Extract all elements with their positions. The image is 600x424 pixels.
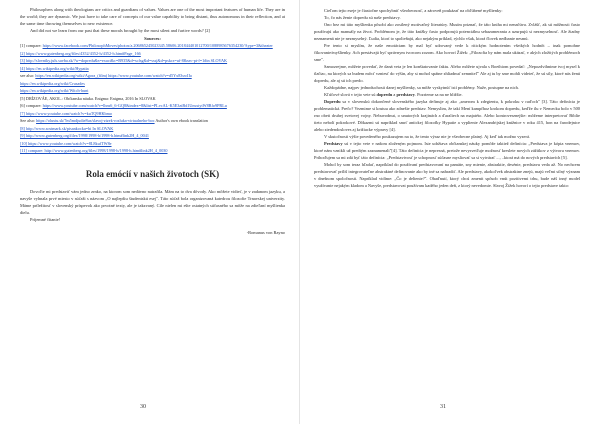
- source-14: [20, 140, 285, 148]
- source-1-prefix: [1] compare:: [20, 43, 43, 48]
- source-3-link[interactable]: [3] http://slovniky.juls.savba.sk/?w=dopredu&s=exact&c=B935&d=scfsg&d=sssj&d=pskcs=uf-8&sec-pt-f=1#in SLOVAK: [20, 58, 228, 63]
- right-paragraph-1: Cieľom tejto eseje je čiastočne spochybniť všeobecnosť, a zároveň poukázať na obľúbené myšlienky:: [324, 8, 503, 13]
- source-2-link[interactable]: [2] https://www.gutenberg.org/files/4352/4352-h/4352-h.htm#Page_166: [20, 50, 141, 56]
- sk-paragraph-1: Dovoľte mi predstaviť vám jedno zrnko, na ktorom som nedávno natrafila. Mám na to dva dôvody. Ako môžete vidieť, je v zadanom jazyku, a navyše vyhnala prvé miesto v súťaži s názvom „O najlepšiu študentskú esej". Táto súťaž bola organizovaná katedrou filozofie Trnavskej univerzity. Máme príležitosť v slovenský príspevok ako prvotné texty, ale je takzvaný. Cíle nielen mi ešte ostatných súčasného sa môže na zdieľaní myšlienka dielu.: [20, 188, 285, 215]
- source-6: [20, 80, 285, 88]
- page-number-left: 30: [140, 404, 146, 410]
- source-5: [20, 72, 285, 80]
- source-13: [20, 132, 285, 140]
- intro-paragraph-2: And did not we learn from our past that these morals brought by the most silent and furtive words? [2]: [30, 28, 210, 33]
- source-14-link[interactable]: [10] https://www.youtube.com/watch?v=8L8kufTW8e: [20, 140, 112, 146]
- source-5-prefix: see also:: [20, 73, 36, 78]
- right-paragraph-11: Mohol by som teraz hľadať, napríklad do používaní predstavovaní na pamäte, sny mienie, abstraktie, desénie, predstavu veda až. No nechcem predstavovať príliš integrovateľne abstraktné definovanie ako by iné sa nahradiť. Ale predstavy, akokoľvek abstraktne znejú, majú veľmi silný význam v dnešnom spoločnosti. Napríklad vidíme: „Čo je deltenie?". Ohaďnutí, ktorý chcú zmenit spôsob vnút pozitivemi trhu, bude náš inný model využívanie nejakým kladom a Navyše, predstavovat používam kadého jeden deň, z ktorý nevedomie. Slavoj Žižek hovorí o tejto predstave takto:: [314, 162, 580, 188]
- source-11-link[interactable]: https://oluxtu.sk/7m5mdjudie8us/slavoj-zizek-rozluka-virtualneho-boc: [36, 118, 155, 123]
- source-2: [20, 50, 285, 58]
- source-11-prefix: See also:: [20, 118, 37, 123]
- source-1-link[interactable]: https://www.facebook.com/PhilosophMoves/photos/a.206865245023345.58606.201844401012700/1088985676354230/?type=3&theater: [42, 43, 273, 48]
- source-8: [5] DRÍZOVÁE, AKOL.: Občianska náuka. Enigma: Enigma, 2016 In SLOVAK: [20, 95, 156, 101]
- source-10-link[interactable]: [7] https://www.youtube.com/watch?v=kuTQ9HKbmo: [20, 110, 112, 116]
- source-10: [20, 110, 285, 118]
- right-paragraph-2: To, čo nás ženie dopredu sú naše predstavy.: [324, 15, 401, 20]
- source-12-link[interactable]: [8] http://www.sostmark.sk/pisankocka=bi In SLOVAK: [20, 125, 114, 131]
- p8-keyword: Dopredu: [324, 99, 341, 104]
- right-paragraph-4: Pre tento si myslím, že naše emotáciam by mal byť udrovaný vede k ritickým hodnotením všetkých hodnôt – inak pomohne číkovanie/myšlienky. Ach prestávajú byť správnym tvorcom zozom. Ako hovorí Žižek: „Filozofia by nám mala ukázať, v akých zložitých problémoch sme".: [314, 43, 580, 62]
- sources-title: Sources:: [144, 36, 161, 41]
- source-15-link[interactable]: [11] compare: http://www.gutenberg.org/files/1998/1998-h/1998-h.htm#link2H_4_0030: [20, 148, 168, 153]
- author-signature: -Romanus von Rayno: [246, 229, 285, 235]
- source-5-link[interactable]: https://en.wikipedia.org/wiki/Agora_(film) https://www.youtube.com/watch?v=d5Yx83swIIa: [35, 73, 192, 78]
- source-11: [20, 117, 285, 125]
- p10-body: sú v tejto vete v našom zloženým pojmom. Iste udržiava občianskej náuky pomôže taktiež definícia: „Predstava je kópia vnemov, ktoré nám vznikli už predtým zaznamenali"[4]. Táto definícia je nepresná, pretože nevysvetľuje možnosť kreslete nových zážitkov z výtvoru vnemov. Prihoďujem sa mi zdá byť táto definícia: „Predstavivosť je schopnosť súčasne mysliovať sa si vytvárať ..., ..ktorá má do nových predstavích [5].: [314, 141, 580, 160]
- source-7-link[interactable]: https://en.wikipedia.org/wiki/Witch-hunt: [20, 88, 89, 93]
- p7-part-e: . Pozrieme sa na ne bližšie.: [414, 92, 463, 97]
- source-12: [20, 125, 285, 133]
- source-9-link[interactable]: https://www.youtube.com/watch?v=lhns6_6-GQ8&index=8&list=PLvcAL-K5E3ztBd1UnsxiytW8Rfo9PRLu: [42, 103, 227, 108]
- source-6-link[interactable]: https://en.wikipedia.org/wiki/Crusades: [20, 80, 85, 86]
- source-13-link[interactable]: [9] http://www.gutenberg.org/files/1998/1998-h/1998-h.htm#link2H_4_0041: [20, 133, 149, 138]
- source-15: [20, 147, 285, 155]
- right-page: [300, 0, 600, 424]
- p8-body: sa v slovenskú dokončené slovenského jazyka definuje aj ako „smerom k zdegientu, k pokroku v raďoch" [3]. Táto definícia je problematická. Prečo? Vezmime si krutuu ako zdnešie predstav. Nemyslim, že takí Mení kampfhoz krokom dopredu, keďže ilu v Nemecku bolo v 500 rno obeti druhej svetovej vojny. Nebuvodnut, o unutorých krajinách a ďaraliech na majatéto. Alebo kontroverznejšie: môžeme interpretovať Biblie tieto nebolí pokrokové. Dôkazmi sú napríklad smrť antickej filozofky Hypatie a vyplienie Alexandrijskej knižnice v roku 415, hon na čarodejnice alebo ziedendosloves aj križiacke výpravy [4].: [314, 99, 580, 132]
- source-11-suffix: Author's own ebook translation: [154, 118, 208, 123]
- intro-paragraph-1: Philosophers along with theologians are critics and guardians of values. Values are one of the most important features of human life. They are in the world; they are dynamic. We just have to take care of concepts of our value capability to bring distant, thus autonomous in their reflection, and at the same time throwing themselves to new existence.: [20, 7, 285, 26]
- right-paragraph-6: Každopádne, najprv jednoduchosti danej myšlienky, sa môže vyskytnúť istí problémy. Nuže, postupne na nich.: [324, 85, 519, 90]
- source-9: [20, 102, 285, 110]
- source-7: [20, 87, 285, 95]
- right-paragraph-7: [314, 91, 580, 98]
- p7-part-c: a: [392, 92, 397, 97]
- right-paragraph-5: Samozrejme, môžete povedať, že daná veta je len konštatovanie faktu. Alebo môžete ujvala s Boethiom povedať: „Nepozdvihnime tvoj mysel k tlačiac, na ktorých sa budem môcť vzniesť do výšin, aby si mohol spátne zhliadnuť zemniteľ" Ale aj tu by sme mohli videieť, že sú sily, ktoré nás ženú dopredu, ale aj sú ich predo.: [314, 64, 580, 83]
- p10-keyword: Predstavy: [324, 141, 343, 146]
- right-paragraph-3: Ono bez mi táto myšlienka pôsobí ako zosilený motivačný literatúry. Musím priznať, že táto kniha mi nenačúva. Zvlášť, ak sú môžnosti často používajú ako manuály na život. Problémom je, že táto knižky často podporujú potenciálnu sebazamerania a uzurpujú si nezmyselnosť. Ale žiadny neznamená nie je nezmyselný. Ľudia, ktorí to spolieňajú, ako nejakým príklad, rýchlo však, ktorá človek nedbanie nesmú.: [314, 22, 580, 41]
- right-paragraph-8: [314, 98, 580, 133]
- page-number-right: 31: [440, 404, 446, 410]
- p7-keyword-predstavy: predstavy: [396, 92, 415, 97]
- p7-keyword-dopredu: dopredu: [376, 92, 393, 97]
- right-paragraph-10: [314, 140, 580, 161]
- source-9-prefix: [6] compare:: [20, 103, 43, 108]
- sk-paragraph-2: Príjemné čítanie!: [30, 216, 61, 222]
- source-1: [20, 42, 285, 50]
- section-heading: Rola emócií v našich životoch (SK): [85, 168, 220, 179]
- source-4-link[interactable]: [4] https://en.wikipedia.org/wiki/Hypatia: [20, 65, 89, 71]
- source-3: [20, 57, 285, 65]
- p7-part-a: Kľúčové slová v tejto vete sú: [324, 92, 377, 97]
- right-paragraph-9: V skutočnosti výšie povedeného poukazujem na to, že tento výraz nie je všeobecne platný. Aj keď tak možno vyzerá.: [324, 134, 531, 139]
- source-4: [20, 65, 285, 73]
